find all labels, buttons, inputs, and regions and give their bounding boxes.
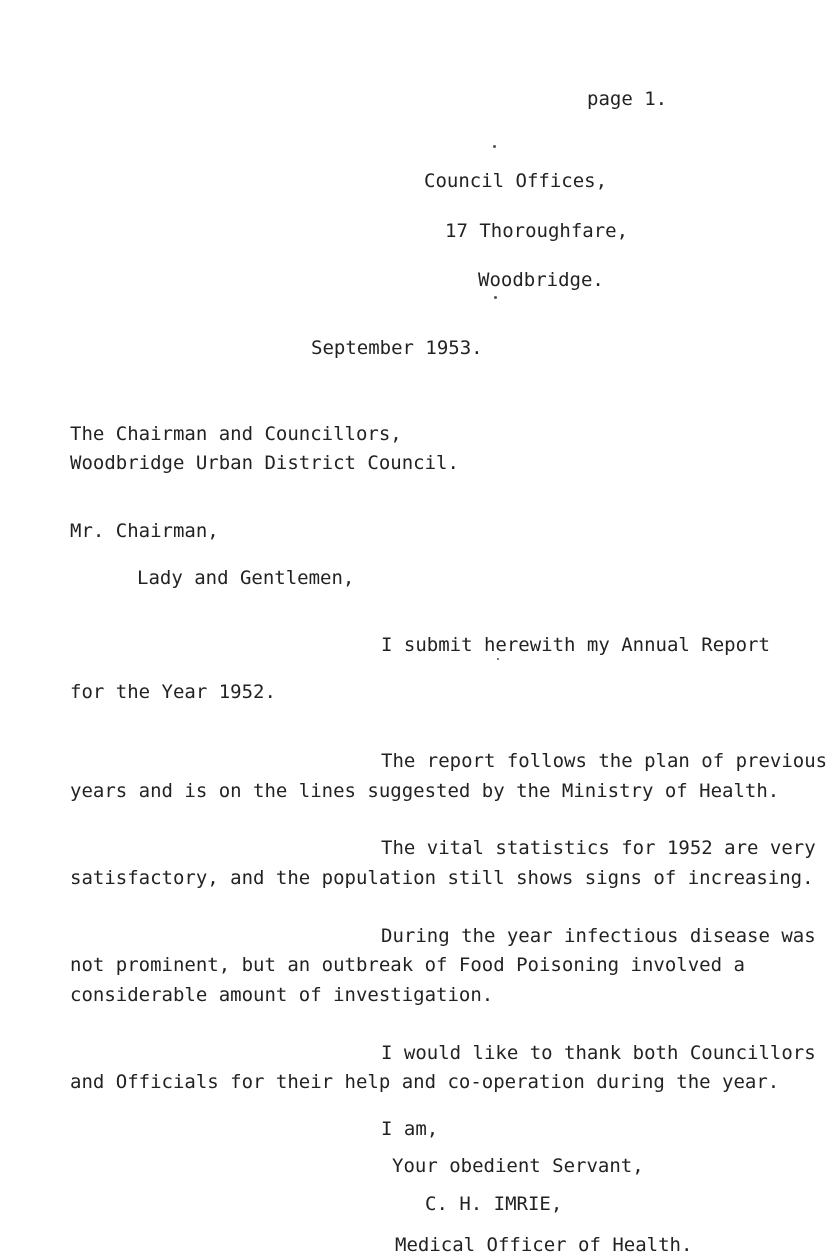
paragraph-4-line-2: not prominent, but an outbreak of Food Poisoning involved a [70, 954, 745, 976]
paragraph-2-line-1: The report follows the plan of previous [381, 750, 827, 772]
closing-line-2: Your obedient Servant, [392, 1155, 644, 1177]
paragraph-2-line-2: years and is on the lines suggested by the Ministry of Health. [70, 780, 780, 802]
page-number: page 1. [587, 88, 668, 110]
paragraph-3-line-1: The vital statistics for 1952 are very [381, 837, 816, 859]
closing-line-1: I am, [381, 1118, 439, 1140]
paper-speck [493, 145, 496, 148]
addressee-line-1: The Chairman and Councillors, [70, 423, 402, 445]
addressee-line-2: Woodbridge Urban District Council. [70, 452, 459, 474]
address-line-2: 17 Thoroughfare, [445, 220, 629, 242]
signatory-name: C. H. IMRIE, [425, 1193, 563, 1215]
paragraph-1-line-2: for the Year 1952. [70, 681, 276, 703]
letter-date: September 1953. [311, 337, 483, 359]
paragraph-1-line-1: I submit herewith my Annual Report [381, 634, 770, 656]
address-line-3: Woodbridge. [478, 269, 604, 291]
salutation-line-1: Mr. Chairman, [70, 520, 219, 542]
paragraph-4-line-3: considerable amount of investigation. [70, 984, 494, 1006]
signatory-title: Medical Officer of Health. [395, 1234, 693, 1256]
paragraph-5-line-2: and Officials for their help and co-operation during the year. [70, 1071, 780, 1093]
address-line-1: Council Offices, [424, 170, 608, 192]
paragraph-3-line-2: satisfactory, and the population still shows signs of increasing. [70, 867, 814, 889]
paragraph-4-line-1: During the year infectious disease was [381, 925, 816, 947]
paper-speck [494, 296, 497, 299]
paper-speck [497, 658, 499, 660]
salutation-line-2: Lady and Gentlemen, [137, 567, 355, 589]
paragraph-5-line-1: I would like to thank both Councillors [381, 1042, 816, 1064]
